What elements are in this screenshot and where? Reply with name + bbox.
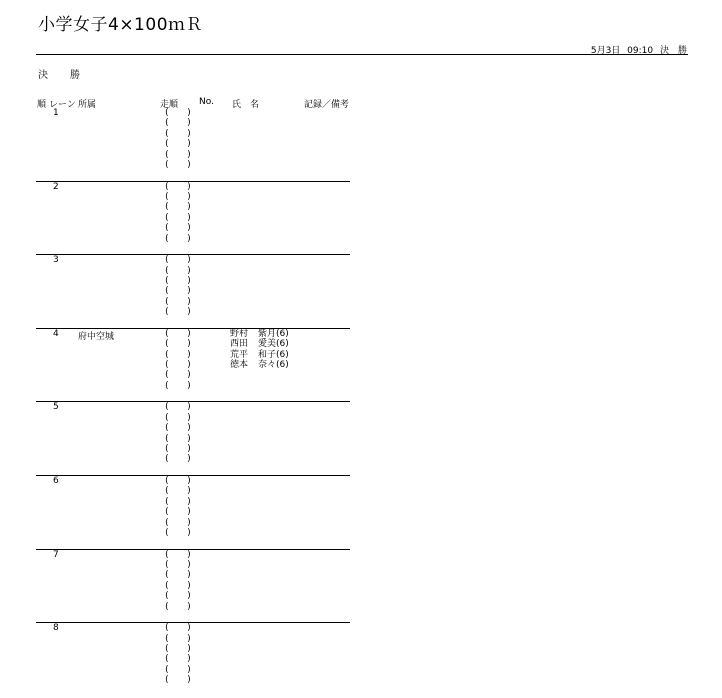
lane-section [36,181,350,255]
runner-row [230,350,289,360]
run-order-slot: ( ) [164,517,196,528]
runner-first-name: 愛美 [258,339,277,350]
run-order-slot: ( ) [164,549,196,560]
run-order-slot: ( ) [164,643,196,654]
run-order-column [164,476,196,538]
run-order-slot: ( ) [164,423,196,434]
lane-section [36,108,350,181]
run-order-slot: ( ) [164,128,196,139]
run-order-column [164,182,196,244]
run-order-slot: ( ) [164,380,196,391]
run-order-slot: ( ) [164,412,196,423]
run-order-slot: ( ) [164,202,196,213]
run-order-slot: ( ) [164,654,196,665]
lane-section [36,549,350,623]
run-order-slot: ( ) [164,601,196,612]
runner-last-name: 西田 [230,339,249,350]
run-order-slot: ( ) [164,265,196,276]
run-order-slot: ( ) [164,570,196,581]
run-order-slot: ( ) [164,559,196,570]
lane-section [36,328,350,402]
run-order-slot: ( ) [164,496,196,507]
schedule-time: 09:10 [627,46,654,56]
lane-number: 5 [53,402,59,413]
runner-row [230,329,289,339]
run-order-slot: ( ) [164,580,196,591]
col-lane: レーン [49,100,76,110]
lane-section [36,254,350,328]
run-order-slot: ( ) [164,286,196,297]
run-order-slot: ( ) [164,307,196,318]
lane-number: 1 [53,108,59,118]
lane-number: 2 [53,181,59,192]
col-affiliation: 所属 [78,100,97,110]
runner-grade: (6) [276,359,289,370]
run-order-slot: ( ) [164,402,196,413]
runner-names [230,329,289,371]
runner-grade: (6) [276,349,289,360]
lane-number: 4 [53,328,59,339]
col-name: 氏 名 [232,100,260,110]
lane-section [36,475,350,549]
run-order-slot: ( ) [164,370,196,381]
run-order-slot: ( ) [164,233,196,244]
run-order-slot: ( ) [164,328,196,339]
col-run-order: 走順 [160,100,179,110]
run-order-slot: ( ) [164,275,196,286]
run-order-slot: ( ) [164,191,196,202]
lane-number: 3 [53,255,59,266]
runner-row [230,360,289,370]
event-title: 小学女子4×100ｍＲ [38,15,204,35]
col-record: 記録／備考 [304,100,350,110]
run-order-slot: ( ) [164,118,196,129]
run-order-slot: ( ) [164,349,196,360]
run-order-slot: ( ) [164,433,196,444]
run-order-slot: ( ) [164,149,196,160]
runner-grade: (6) [276,339,289,350]
run-order-slot: ( ) [164,359,196,370]
lane-section [36,622,350,696]
run-order-slot: ( ) [164,476,196,486]
col-order: 順 [37,100,47,110]
run-order-slot: ( ) [164,454,196,465]
run-order-slot: ( ) [164,507,196,518]
run-order-slot: ( ) [164,255,196,266]
runner-first-name: 奈々 [258,359,277,370]
runner-row [230,339,289,349]
run-order-slot: ( ) [164,443,196,454]
lane-section [36,401,350,475]
schedule-round: 決 勝 [659,46,687,56]
run-order-slot: ( ) [164,664,196,675]
run-order-slot: ( ) [164,339,196,350]
round-label: 決 勝 [38,70,86,81]
run-order-column [164,255,196,317]
run-order-column [164,550,196,612]
run-order-slot: ( ) [164,296,196,307]
run-order-slot: ( ) [164,633,196,644]
run-order-slot: ( ) [164,223,196,234]
run-order-slot: ( ) [164,591,196,602]
run-order-slot: ( ) [164,181,196,192]
run-order-slot: ( ) [164,159,196,170]
run-order-column [164,402,196,464]
run-order-slot: ( ) [164,108,196,118]
team-name: 府中空城 [78,331,115,342]
schedule-date: 5月3日 [590,46,621,56]
runner-first-name: 紫月 [258,328,277,339]
lane-number: 6 [53,476,59,486]
runner-first-name: 和子 [258,349,277,360]
runner-last-name: 野村 [230,328,249,339]
run-order-slot: ( ) [164,675,196,686]
run-order-slot: ( ) [164,486,196,497]
run-order-slot: ( ) [164,212,196,223]
runner-last-name: 荒平 [230,349,249,360]
run-order-slot: ( ) [164,623,196,634]
run-order-slot: ( ) [164,139,196,150]
lane-number: 7 [53,549,59,560]
run-order-column [164,108,196,170]
runner-last-name: 徳本 [230,359,249,370]
run-order-column [164,623,196,685]
runner-grade: (6) [276,328,289,339]
header-divider [36,54,688,55]
run-order-slot: ( ) [164,527,196,538]
lane-number: 8 [53,623,59,634]
run-order-column [164,329,196,391]
col-no: No. [199,97,214,107]
